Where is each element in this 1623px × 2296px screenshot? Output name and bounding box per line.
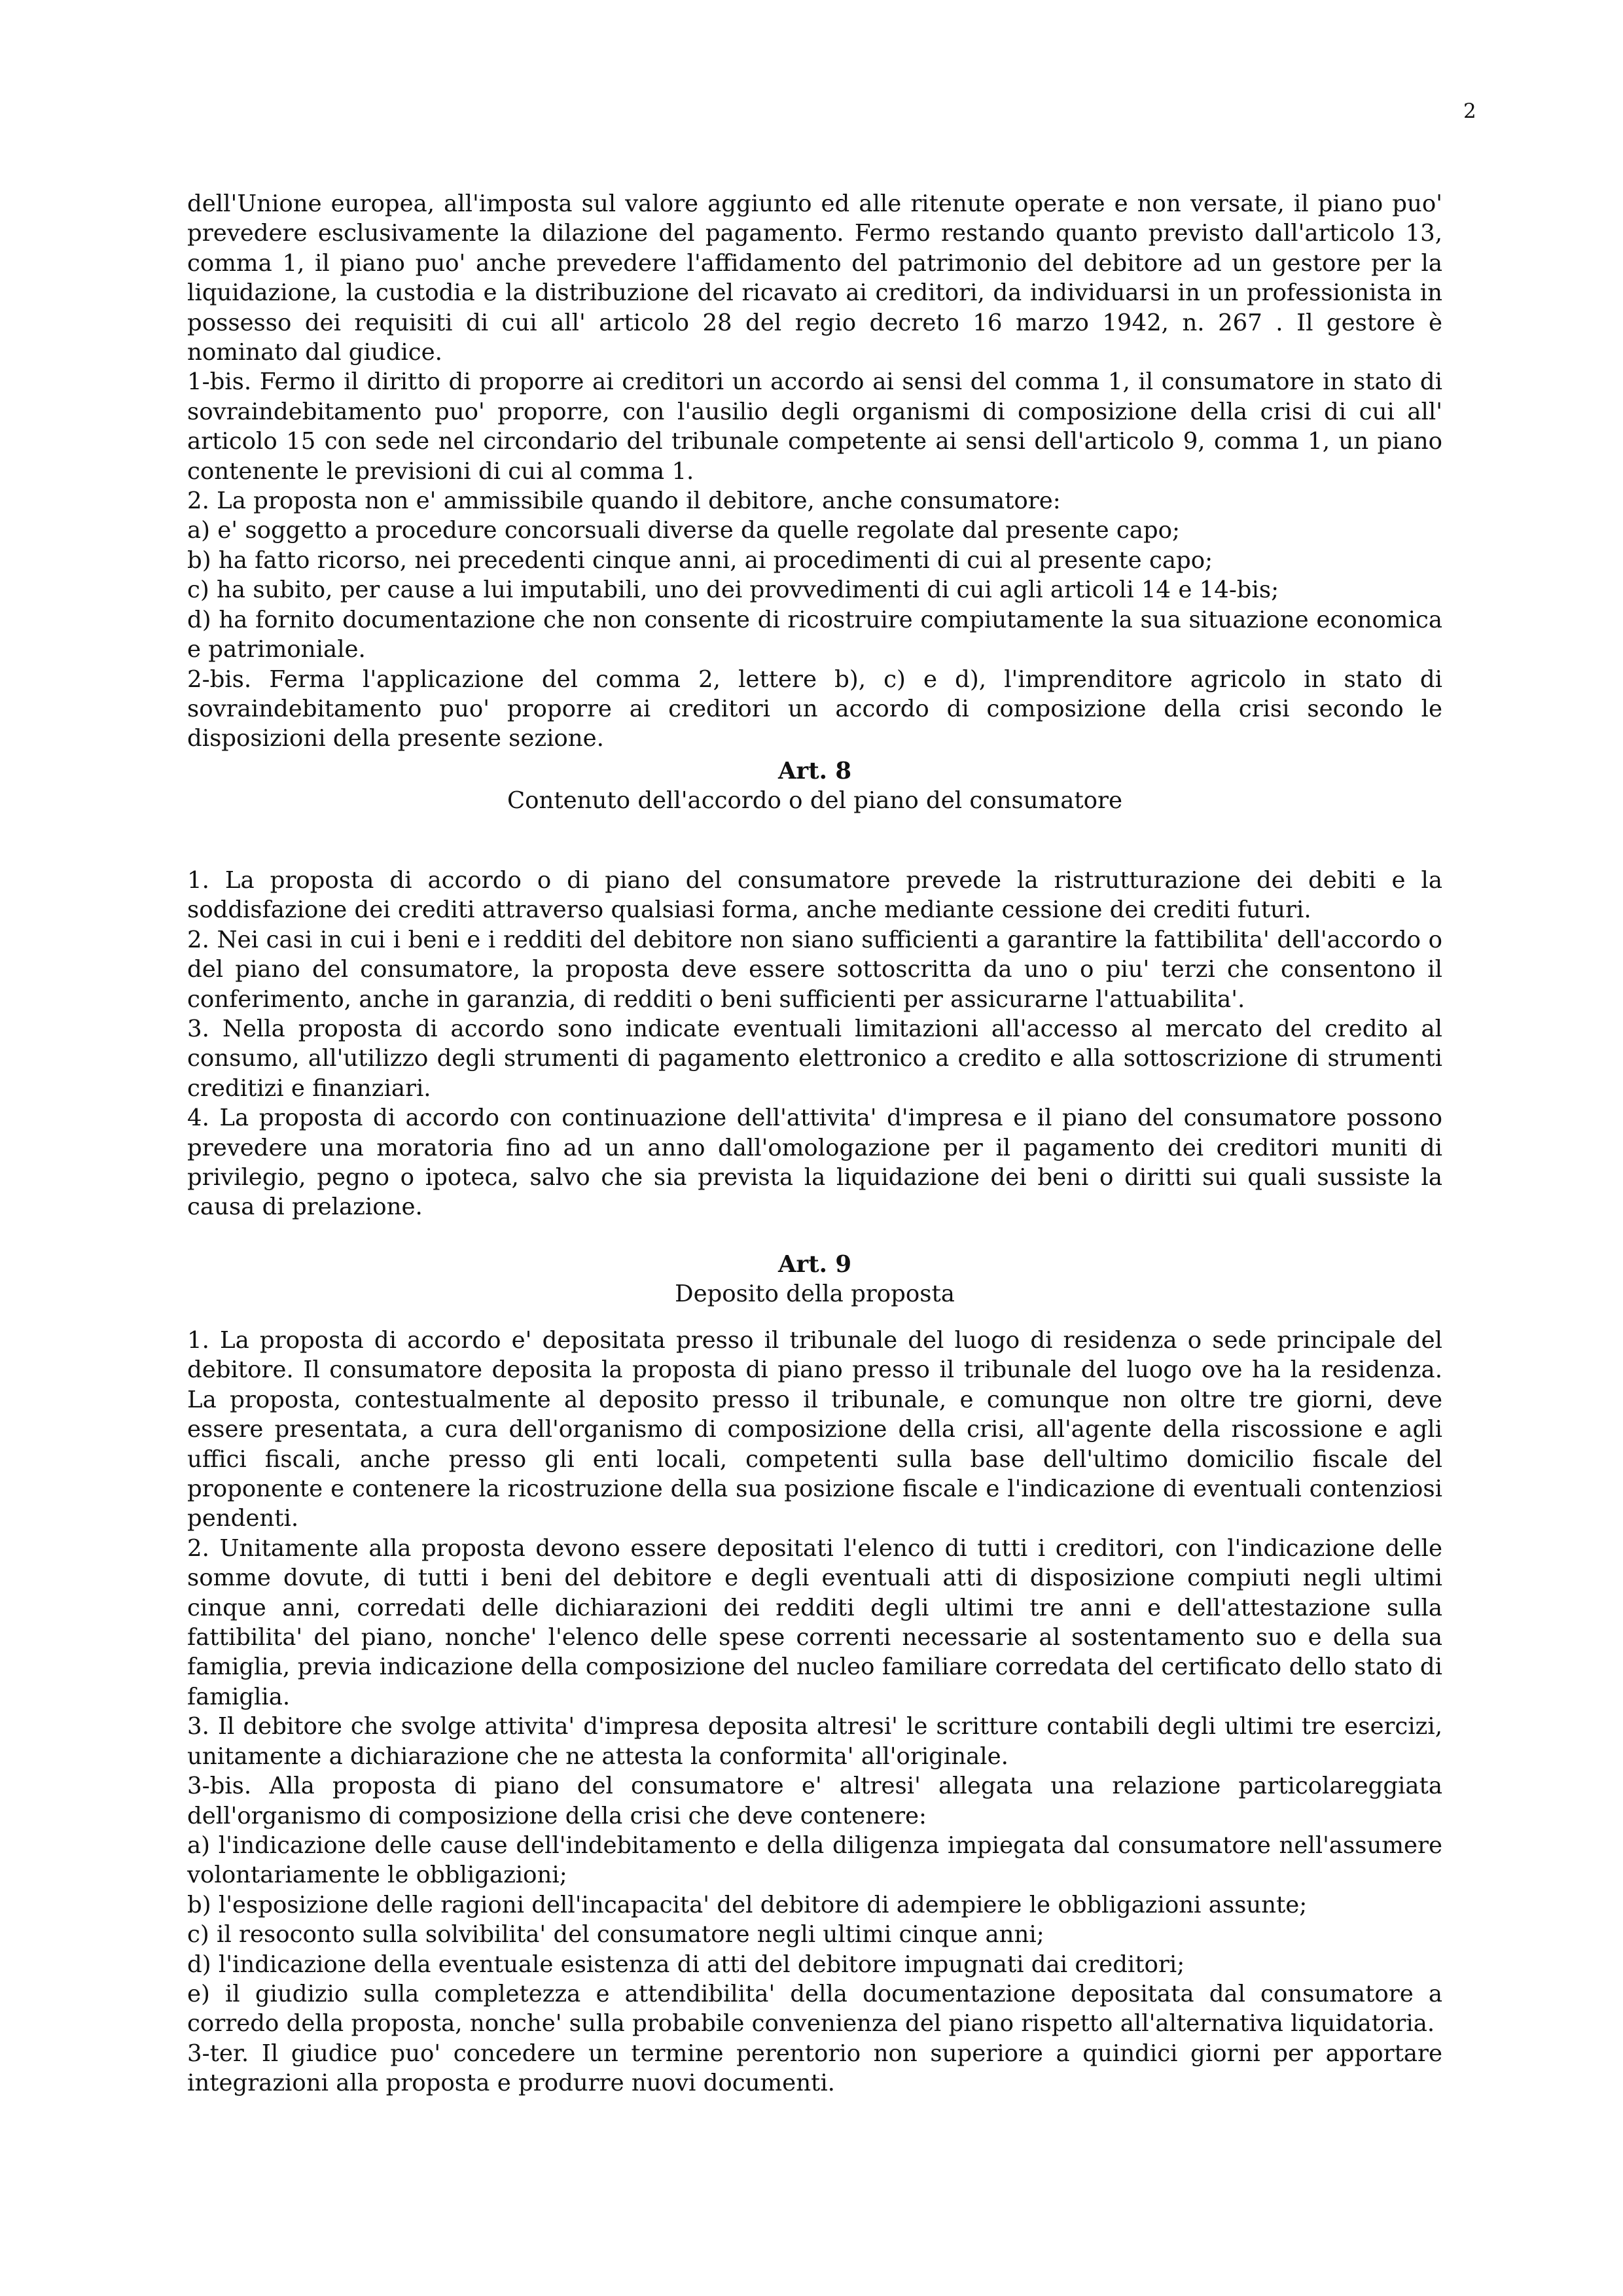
art9-paragraph-1: 1. La proposta di accordo e' depositata presso il tribunale del luogo di residenza o sede principale del debitore. Il consumatore deposita la proposta di piano presso il tribunale del luogo ove ha la residenza. La proposta, contestualmente al deposito presso il tribunale, e comunque non oltre tre giorni, deve essere presentata, a cura dell'organismo di composizione della crisi, all'agente della riscossione e agli uffici fiscali, anche presso gli enti locali, competenti sulla base dell'ultimo domicilio fiscale del proponente e contenere la ricostruzione della sua posizione fiscale e l'indicazione di eventuali contenziosi pendenti. <box>187 1327 1442 1532</box>
article-9-title: Art. 9 <box>777 1251 852 1278</box>
list-item-c: c) ha subito, per cause a lui imputabili, uno dei provvedimenti di cui agli articoli 14 e 14-bis; <box>187 576 1279 604</box>
paragraph-1-bis: 1-bis. Fermo il diritto di proporre ai creditori un accordo ai sensi del comma 1, il consumatore in stato di sovraindebitamento puo' proporre, con l'ausilio degli organismi di composizione della crisi di cui all' articolo 15 con sede nel circondario del tribunale competente ai sensi dell'articolo 9, comma 1, un piano contenente le previsioni di cui al comma 1. <box>187 368 1442 485</box>
art9-list-item-c: c) il resoconto sulla solvibilita' del consumatore negli ultimi cinque anni; <box>187 1921 1044 1949</box>
art9-paragraph-3-bis: 3-bis. Alla proposta di piano del consumatore e' altresi' allegata una relazione particolareggiata dell'organismo di composizione della crisi che deve contenere: <box>187 1773 1442 1829</box>
article-8-title: Art. 8 <box>777 758 852 785</box>
list-item-b: b) ha fatto ricorso, nei precedenti cinque anni, ai procedimenti di cui al presente capo; <box>187 546 1213 574</box>
art9-paragraph-3: 3. Il debitore che svolge attivita' d'impresa deposita altresi' le scritture contabili degli ultimi tre esercizi, unitamente a dichiarazione che ne attesta la conformita' all'originale. <box>187 1713 1442 1770</box>
article-9-subtitle: Deposito della proposta <box>675 1280 955 1308</box>
art8-paragraph-2: 2. Nei casi in cui i beni e i redditi del debitore non siano sufficienti a garantire la fattibilita' dell'accordo o del piano del consumatore, la proposta deve essere sottoscritta da uno o piu' terzi che consentono il conferimento, anche in garanzia, di redditi o beni sufficienti per assicurarne l'attuabilita'. <box>187 926 1442 1013</box>
list-item-a: a) e' soggetto a procedure concorsuali diverse da quelle regolate dal presente capo; <box>187 517 1180 544</box>
art8-paragraph-4: 4. La proposta di accordo con continuazione dell'attivita' d'impresa e il piano del consumatore possono prevedere una moratoria fino ad un anno dall'omologazione per il pagamento dei creditori muniti di privilegio, pegno o ipoteca, salvo che sia prevista la liquidazione dei beni o diritti sui quali sussiste la causa di prelazione. <box>187 1104 1442 1221</box>
art9-paragraph-3-ter: 3-ter. Il giudice puo' concedere un termine perentorio non superiore a quindici giorni per apportare integrazioni alla proposta e produrre nuovi documenti. <box>187 2040 1442 2097</box>
article-8-heading <box>187 756 1442 816</box>
paragraph-continuation: dell'Unione europea, all'imposta sul valore aggiunto ed alle ritenute operate e non versate, il piano puo' prevedere esclusivamente la dilazione del pagamento. Fermo restando quanto previsto dall'articolo 13, comma 1, il piano puo' anche prevedere l'affidamento del patrimonio del debitore ad un gestore per la liquidazione, la custodia e la distribuzione del ricavato ai creditori, da individuarsi in un professionista in possesso dei requisiti di cui all' articolo 28 del regio decreto 16 marzo 1942, n. 267 . Il gestore è nominato dal giudice. <box>187 190 1442 366</box>
page-number: 2 <box>1463 99 1476 123</box>
art9-list-item-e: e) il giudizio sulla completezza e attendibilita' della documentazione depositata dal consumatore a corredo della proposta, nonche' sulla probabile convenienza del piano rispetto all'alternativa liquidatoria. <box>187 1980 1442 2038</box>
article-8-body <box>187 866 1442 1222</box>
article-8-subtitle: Contenuto dell'accordo o del piano del consumatore <box>507 787 1122 815</box>
article-9-body <box>187 1326 1442 2098</box>
intro-text-block <box>187 189 1442 754</box>
art8-paragraph-3: 3. Nella proposta di accordo sono indicate eventuali limitazioni all'accesso al mercato del credito al consumo, all'utilizzo degli strumenti di pagamento elettronico a credito e alla sottoscrizione di strumenti creditizi e finanziari. <box>187 1016 1442 1102</box>
art9-list-item-b: b) l'esposizione delle ragioni dell'incapacita' del debitore di adempiere le obbligazioni assunte; <box>187 1891 1308 1918</box>
art8-paragraph-1: 1. La proposta di accordo o di piano del consumatore prevede la ristrutturazione dei debiti e la soddisfazione dei crediti attraverso qualsiasi forma, anche mediante cessione dei crediti futuri. <box>187 867 1442 924</box>
art9-list-item-d: d) l'indicazione della eventuale esistenza di atti del debitore impugnati dai creditori; <box>187 1951 1185 1978</box>
article-9-heading <box>187 1250 1442 1309</box>
paragraph-2-bis: 2-bis. Ferma l'applicazione del comma 2, lettere b), c) e d), l'imprenditore agricolo in stato di sovraindebitamento puo' proporre ai creditori un accordo di composizione della crisi secondo le disposizioni della presente sezione. <box>187 665 1442 752</box>
list-item-d: d) ha fornito documentazione che non consente di ricostruire compiutamente la sua situazione economica e patrimoniale. <box>187 606 1442 663</box>
art9-paragraph-2: 2. Unitamente alla proposta devono essere depositati l'elenco di tutti i creditori, con l'indicazione delle somme dovute, di tutti i beni del debitore e degli eventuali atti di disposizione compiuti negli ultimi cinque anni, corredati delle dichiarazioni dei redditi degli ultimi tre anni e dell'attestazione sulla fattibilita' del piano, nonche' l'elenco delle spese correnti necessarie al sostentamento suo e della sua famiglia, previa indicazione della composizione del nucleo familiare corredata del certificato dello stato di famiglia. <box>187 1534 1442 1710</box>
art9-list-item-a: a) l'indicazione delle cause dell'indebitamento e della diligenza impiegata dal consumatore nell'assumere volontariamente le obbligazioni; <box>187 1831 1442 1889</box>
paragraph-2: 2. La proposta non e' ammissibile quando il debitore, anche consumatore: <box>187 487 1061 515</box>
